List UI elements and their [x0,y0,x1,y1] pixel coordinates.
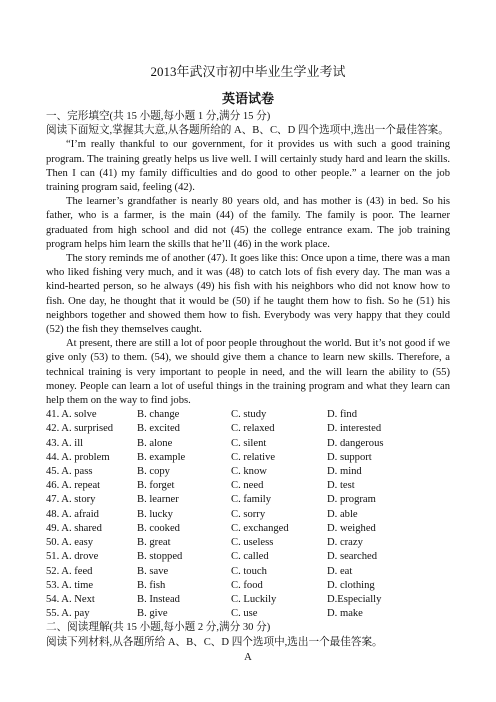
option-d: D. dangerous [327,437,384,449]
option-b: B. Instead [137,593,180,605]
option-c: C. food [231,579,263,591]
option-a: 46. A. repeat [46,480,101,492]
passage-paragraph: The story reminds me of another (47). It goes like this: Once upon a time, there was a man who liked fishing very much, and it was (48) to catch lots of fish every day. The man was a kind-hearted person, so he always (49) his fish with his neighbors who did not know how to fish. One day, he thought that it would be (50) if he taught them how to fish. So he (51) his neighbors together and showed them how to fish. Everybody was very happy that they could (52) the fish they themselves caught. [46,253,450,336]
option-d: D. interested [327,423,382,435]
option-d: D. weighed [327,522,376,534]
option-d: D. clothing [327,579,375,591]
option-d: D. able [327,508,358,520]
option-c: C. know [231,466,267,478]
section-instruction: 阅读下面短文,掌握其大意,从各题所给的 A、B、C、D 四个选项中,选出一个最佳答案。 [46,125,449,137]
option-d: D. searched [327,551,377,563]
option-a: 42. A. surprised [46,423,114,435]
option-d: D.Especially [327,593,382,605]
exam-title: 2013年武汉市初中毕业生学业考试 [150,64,346,79]
option-c: C. study [231,409,267,421]
option-a: 50. A. easy [46,537,94,549]
option-a: 49. A. shared [46,522,102,534]
section-cloze [46,110,450,621]
option-b: B. fish [137,579,166,591]
option-b: B. excited [137,423,180,435]
passage-paragraph: “I’m really thankful to our government, for it provides us with such a good training program. The training greatly helps us live well. I will certainly study hard and learn the skills. Then I can (41) my family difficulties and do good to other people.” a learner on the job training program said, feeling (42). [46,139,450,194]
option-a: 52. A. feed [46,565,93,577]
option-a: 48. A. afraid [46,508,99,520]
option-c: C. Luckily [231,593,277,605]
option-b: B. save [137,565,169,577]
option-c: C. silent [231,437,267,449]
option-d: D. mind [327,466,362,478]
option-b: B. cooked [137,522,180,534]
option-c: C. sorry [231,508,266,520]
option-d: D. find [327,409,358,421]
option-a: 51. A. drove [46,551,99,563]
option-d: D. crazy [327,537,363,549]
option-b: B. example [137,451,186,463]
option-c: C. family [231,494,272,506]
section-heading: 一、完形填空(共 15 小题,每小题 1 分,满分 15 分) [46,111,271,122]
option-b: B. change [137,409,180,421]
option-d: D. make [327,608,363,620]
option-d: D. program [327,494,376,506]
passage-paragraph: At present, there are still a lot of poor people throughout the world. But it’s not good if we give only (53) to them. (54), we should give them a chance to learn new skills. Therefore, a technical training is very important to people in need, and the will learn the ability to (55) money. People can learn a lot of useful things in the training program and what they learn can help them on the way to find jobs. [46,338,450,407]
option-d: D. support [327,451,372,463]
section-instruction: 阅读下列材料,从各题所给 A、B、C、D 四个选项中,选出一个最佳答案。 [46,636,383,648]
option-a: 44. A. problem [46,451,110,463]
option-a: 54. A. Next [46,593,95,605]
option-b: B. lucky [137,508,173,520]
option-b: B. give [137,608,168,620]
option-a: 43. A. ill [46,437,84,449]
exam-subtitle: 英语试卷 [221,92,274,107]
option-a: 53. A. time [46,579,94,591]
section-heading: 二、阅读理解(共 15 小题,每小题 2 分,满分 30 分) [46,622,271,634]
option-c: C. exchanged [231,522,289,534]
option-c: C. called [231,551,269,563]
option-b: B. alone [137,437,173,449]
option-c: C. useless [231,537,274,549]
answer-options-grid [46,408,450,621]
option-a: 41. A. solve [46,409,97,421]
option-b: B. stopped [137,551,183,563]
passage-paragraph: The learner’s grandfather is nearly 80 years old, and has mother is (43) in bed. So his father, who is a farmer, is the main (44) of the family. The family is poor. The learner graduated from high school and did not (45) the college entrance exam. The job training program helps him learn the skills that he’ll (46) in the work place. [46,196,450,250]
option-c: C. relative [231,451,276,463]
option-c: C. touch [231,565,267,577]
option-b: B. learner [137,494,179,506]
option-b: B. great [137,537,171,549]
option-a: 45. A. pass [46,466,93,478]
option-a: 47. A. story [46,494,96,506]
option-b: B. forget [137,480,175,492]
section-reading [46,621,450,665]
option-c: C. relaxed [231,423,275,435]
option-d: D. eat [327,565,353,577]
option-c: C. need [231,480,264,492]
option-a: 55. A. pay [46,608,90,620]
option-c: C. use [231,608,258,620]
option-b: B. copy [137,466,170,478]
option-d: D. test [327,480,355,492]
part-label: A [244,651,252,663]
